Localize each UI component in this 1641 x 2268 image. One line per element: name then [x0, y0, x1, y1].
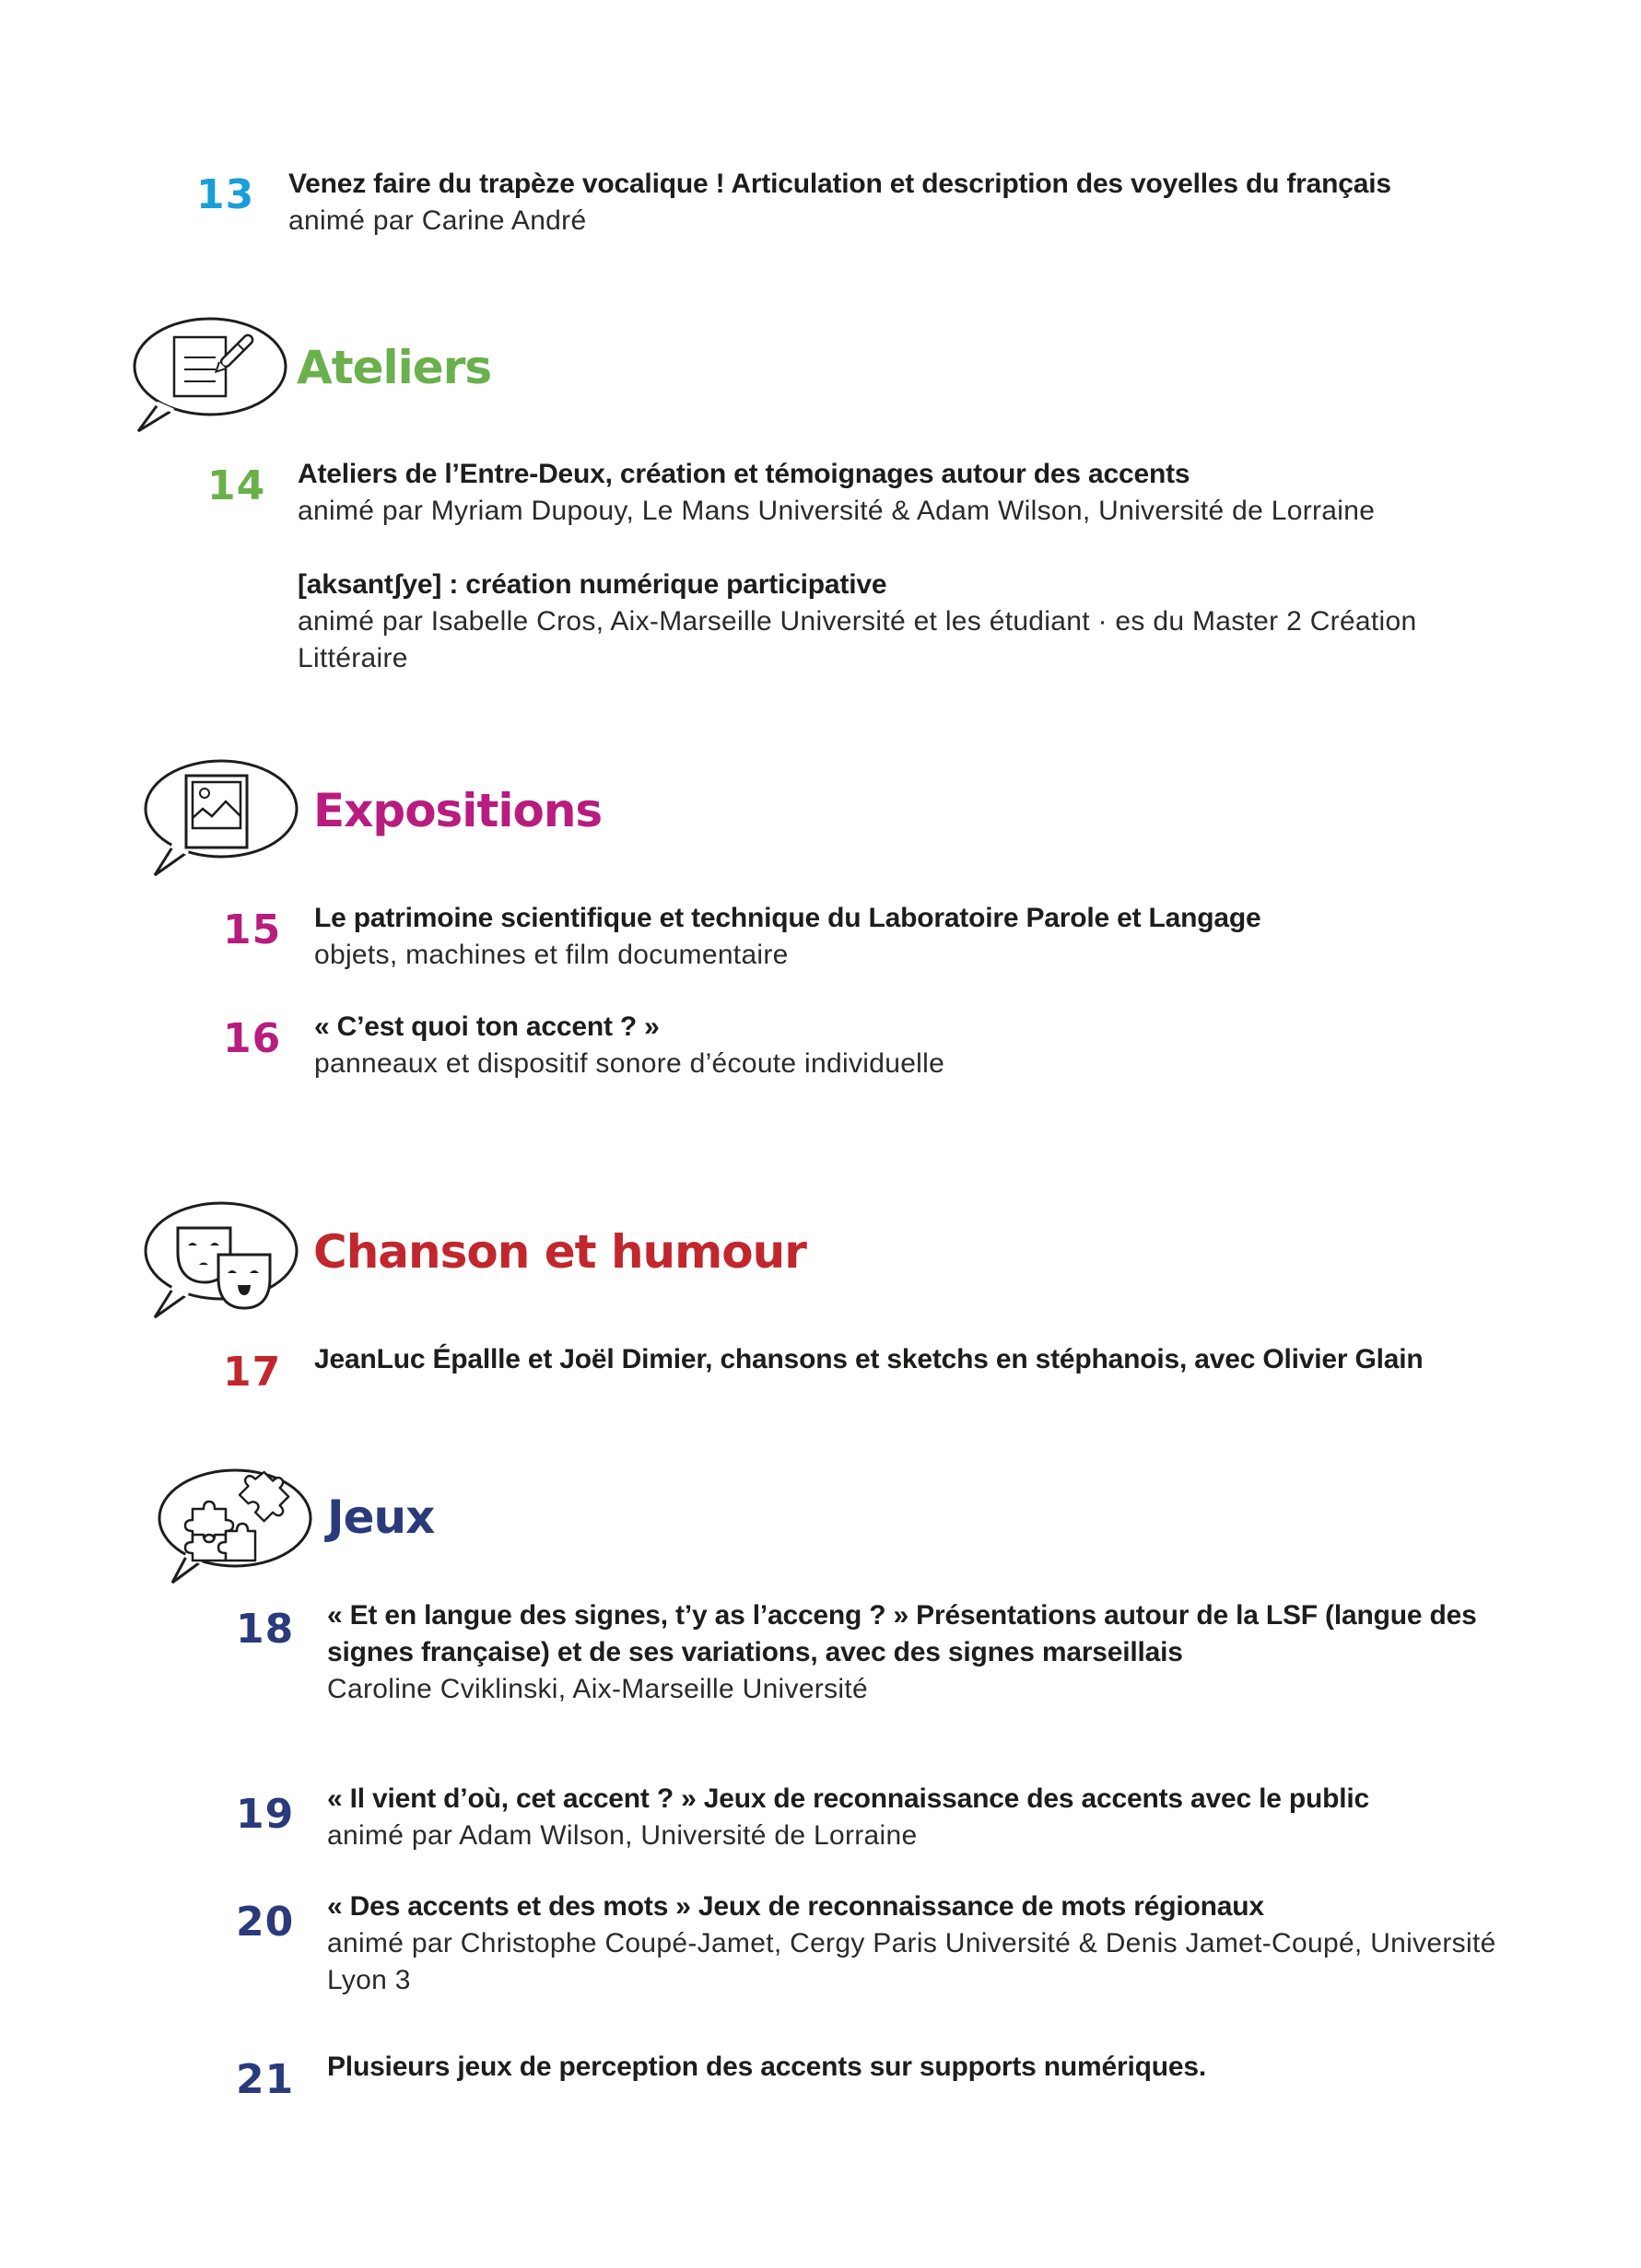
item-number-21: 21: [236, 2056, 295, 2103]
theater-masks-icon: [138, 1198, 304, 1322]
program-item-18: [327, 1597, 1477, 1708]
item-title: Venez faire du trapèze vocalique ! Articulation et description des voyelles du français: [288, 169, 1391, 199]
section-heading-expositions: Expositions: [313, 784, 603, 837]
document-pen-icon: [122, 311, 287, 436]
item-number-13: 13: [196, 171, 255, 218]
item-title: « Il vient d’où, cet accent ? » Jeux de reconnaissance des accents avec le public: [327, 1783, 1369, 1814]
item-subtitle: animé par Christophe Coupé-Jamet, Cergy Paris Université & Denis Jamet-Coupé, Université: [327, 1928, 1496, 1958]
item-number-20: 20: [236, 1899, 295, 1946]
item-number-18: 18: [236, 1606, 295, 1653]
item-title: [aksantʃye] : création numérique participative: [298, 569, 887, 600]
puzzle-pieces-icon: [152, 1465, 318, 1589]
program-item-21: [327, 2049, 1206, 2086]
item-subtitle: Caroline Cviklinski, Aix-Marseille Université: [327, 1674, 868, 1704]
item-title: Le patrimoine scientifique et technique du Laboratoire Parole et Langage: [314, 903, 1261, 933]
item-subtitle: objets, machines et film documentaire: [314, 940, 789, 970]
section-heading-ateliers: Ateliers: [297, 341, 492, 394]
item-subtitle: animé par Carine André: [288, 205, 587, 236]
item-subtitle-continued: Littéraire: [298, 643, 408, 673]
item-subtitle: panneaux et dispositif sonore d’écoute individuelle: [314, 1048, 945, 1079]
item-title: « Des accents et des mots » Jeux de reconnaissance de mots régionaux: [327, 1891, 1264, 1922]
program-item-17: [314, 1341, 1424, 1378]
program-item-13: [288, 166, 1391, 240]
section-heading-jeux: Jeux: [327, 1491, 435, 1544]
item-subtitle: animé par Myriam Dupouy, Le Mans Université & Adam Wilson, Université de Lorraine: [298, 496, 1376, 526]
item-title: Ateliers de l’Entre-Deux, création et témoignages autour des accents: [298, 459, 1190, 489]
item-number-16: 16: [223, 1015, 282, 1062]
item-title: « C’est quoi ton accent ? »: [314, 1011, 660, 1042]
item-subtitle-continued: Lyon 3: [327, 1965, 411, 1995]
item-title: Plusieurs jeux de perception des accents sur supports numériques.: [327, 2052, 1206, 2082]
program-item-20: [327, 1888, 1496, 1999]
item-number-17: 17: [223, 1349, 282, 1396]
item-title: JeanLuc Épallle et Joël Dimier, chansons et sketchs en stéphanois, avec Olivier Glain: [314, 1344, 1424, 1374]
program-item-14: [298, 456, 1375, 530]
item-number-15: 15: [223, 906, 282, 953]
picture-frame-icon: [138, 755, 304, 880]
item-subtitle: animé par Isabelle Cros, Aix-Marseille Université et les étudiant · es du Master 2 Création: [298, 606, 1417, 637]
program-item-aksantye: [298, 567, 1416, 677]
program-item-19: [327, 1781, 1369, 1854]
item-subtitle: animé par Adam Wilson, Université de Lorraine: [327, 1820, 918, 1851]
program-item-15: [314, 900, 1260, 974]
section-heading-chanson-et-humour: Chanson et humour: [313, 1225, 806, 1279]
item-title: « Et en langue des signes, t’y as l’acceng ? » Présentations autour de la LSF (langue des: [327, 1600, 1477, 1631]
item-number-14: 14: [207, 462, 266, 509]
item-number-19: 19: [236, 1791, 295, 1838]
program-item-16: [314, 1009, 944, 1082]
item-title-continued: signes française) et de ses variations, avec des signes marseillais: [327, 1637, 1183, 1667]
